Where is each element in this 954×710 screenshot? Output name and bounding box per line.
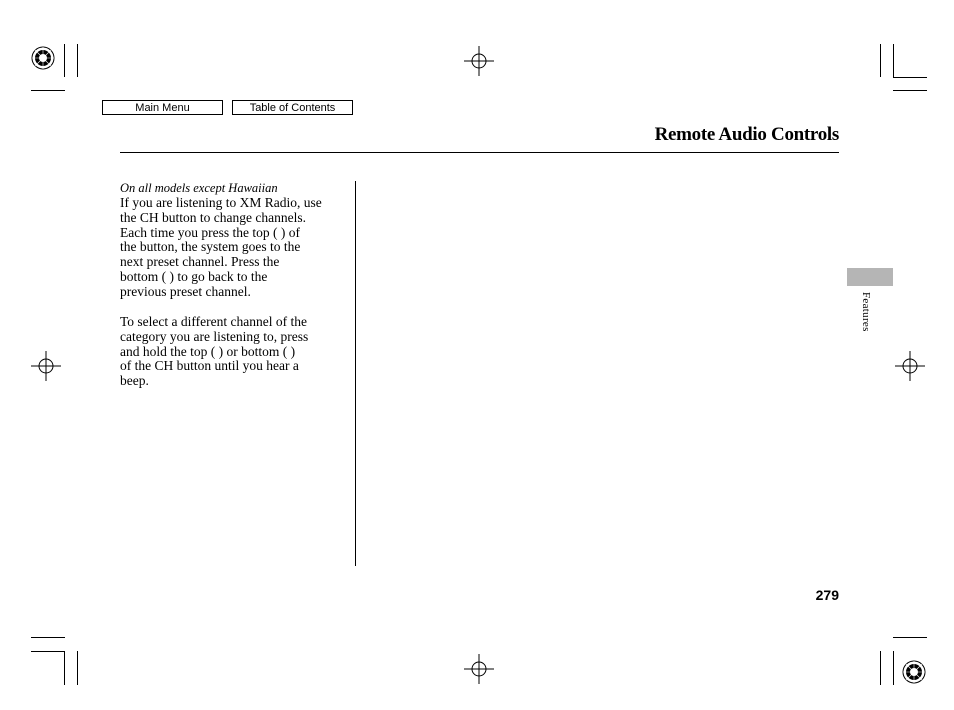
crop-mark: [31, 90, 65, 91]
crosshair-top: [464, 46, 494, 76]
registration-target-bottom-right: [902, 660, 926, 684]
crop-mark: [77, 651, 78, 685]
crosshair-left: [31, 351, 61, 381]
model-caption: On all models except Hawaiian: [120, 181, 278, 195]
crosshair-icon: [895, 351, 925, 381]
page-title: Remote Audio Controls: [654, 124, 839, 145]
section-tab-label: Features: [860, 292, 872, 332]
crop-mark: [893, 90, 927, 91]
section-tab: [847, 268, 893, 286]
crop-mark: [31, 637, 65, 638]
crosshair-icon: [464, 654, 494, 684]
crop-mark: [64, 651, 65, 685]
crop-mark: [64, 44, 65, 77]
crosshair-icon: [31, 351, 61, 381]
registration-target-icon: [902, 660, 926, 684]
page-number: 279: [815, 587, 839, 603]
crop-mark: [893, 651, 894, 685]
crosshair-icon: [464, 46, 494, 76]
crosshair-bottom: [464, 654, 494, 684]
crop-mark: [31, 651, 65, 652]
crop-mark: [880, 651, 881, 685]
paragraph-select-channel: To select a different channel of the category you are listening to, press and hold the top ( ) or bottom ( ) of the CH button until you hear a beep.: [120, 314, 309, 389]
crosshair-right: [895, 351, 925, 381]
crop-mark: [880, 44, 881, 77]
crop-mark: [893, 637, 927, 638]
crop-mark: [893, 77, 927, 78]
column-divider: [355, 181, 356, 566]
registration-target-top-left: [31, 46, 55, 70]
crop-mark: [77, 44, 78, 77]
table-of-contents-button[interactable]: Table of Contents: [232, 100, 353, 115]
header-rule: [120, 152, 839, 153]
main-menu-button[interactable]: Main Menu: [102, 100, 223, 115]
crop-mark: [893, 44, 894, 77]
registration-target-icon: [31, 46, 55, 70]
paragraph-xm-channel: If you are listening to XM Radio, use the CH button to change channels. Each time you press the top ( ) of the button, the system goes to the next preset channel. Press the bottom ( ) to go back to the previous preset channel.: [120, 195, 322, 299]
